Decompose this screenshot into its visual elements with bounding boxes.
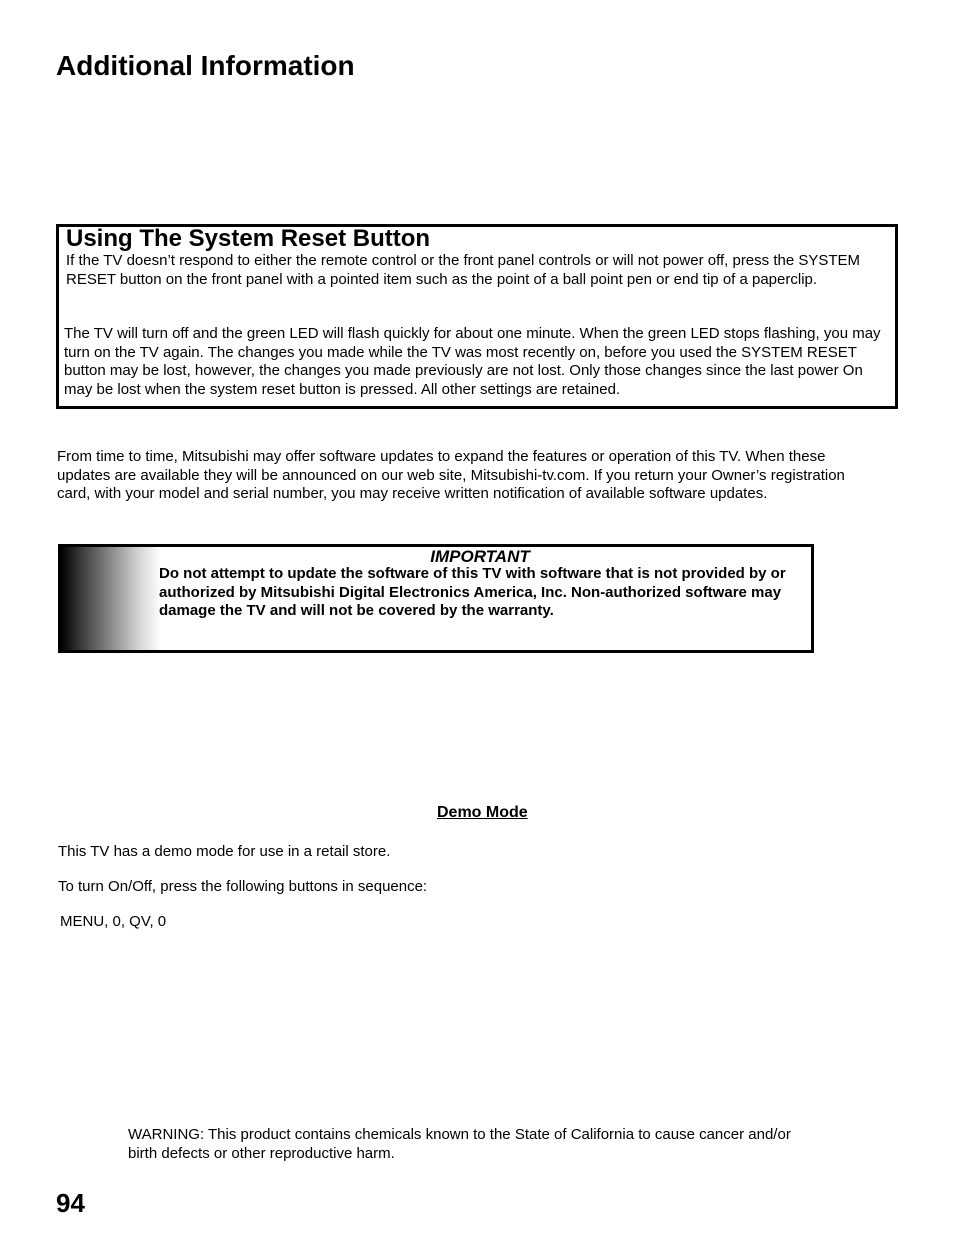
page-number: 94 — [56, 1188, 85, 1218]
important-gradient-bar — [61, 547, 161, 650]
demo-mode-heading: Demo Mode — [437, 804, 528, 821]
software-updates-paragraph: From time to time, Mitsubishi may offer software updates to expand the features or operation of this TV. When these updates are available they will be announced on our web site, Mitsubishi-tv.com. If you return your Owner’s registration card, with your model and serial number, you may receive written notification of available software updates. — [57, 448, 845, 503]
system-reset-paragraph-1: If the TV doesn’t respond to either the remote control or the front panel controls or will not power off, press the SYSTEM RESET button on the front panel with a pointed item such as the point of a ball point pen or end tip of a paperclip. — [66, 252, 861, 288]
demo-mode-line-1: This TV has a demo mode for use in a retail store. — [58, 843, 391, 860]
demo-mode-button-sequence: MENU, 0, QV, 0 — [60, 913, 167, 930]
important-text: Do not attempt to update the software of this TV with software that is not provided by or authorized by Mitsubishi Digital Electronics America, Inc. Non-authorized software may damage the TV and will not be covered by the warranty. — [159, 565, 786, 619]
important-title: IMPORTANT — [430, 547, 530, 566]
california-warning: WARNING: This product contains chemicals known to the State of California to cause cancer and/or birth defects or other reproductive harm. — [128, 1126, 791, 1162]
demo-mode-line-2: To turn On/Off, press the following buttons in sequence: — [58, 878, 428, 895]
page-title: Additional Information — [56, 50, 355, 81]
system-reset-heading: Using The System Reset Button — [66, 225, 431, 252]
system-reset-paragraph-2: The TV will turn off and the green LED will flash quickly for about one minute. When the green LED stops flashing, you may turn on the TV again. The changes you made while the TV was most recently on, before you used the SYSTEM RESET button may be lost, however, the changes you made previously are not lost. Only those changes since the last power On may be lost when the system reset button is pressed. All other settings are retained. — [64, 325, 881, 398]
